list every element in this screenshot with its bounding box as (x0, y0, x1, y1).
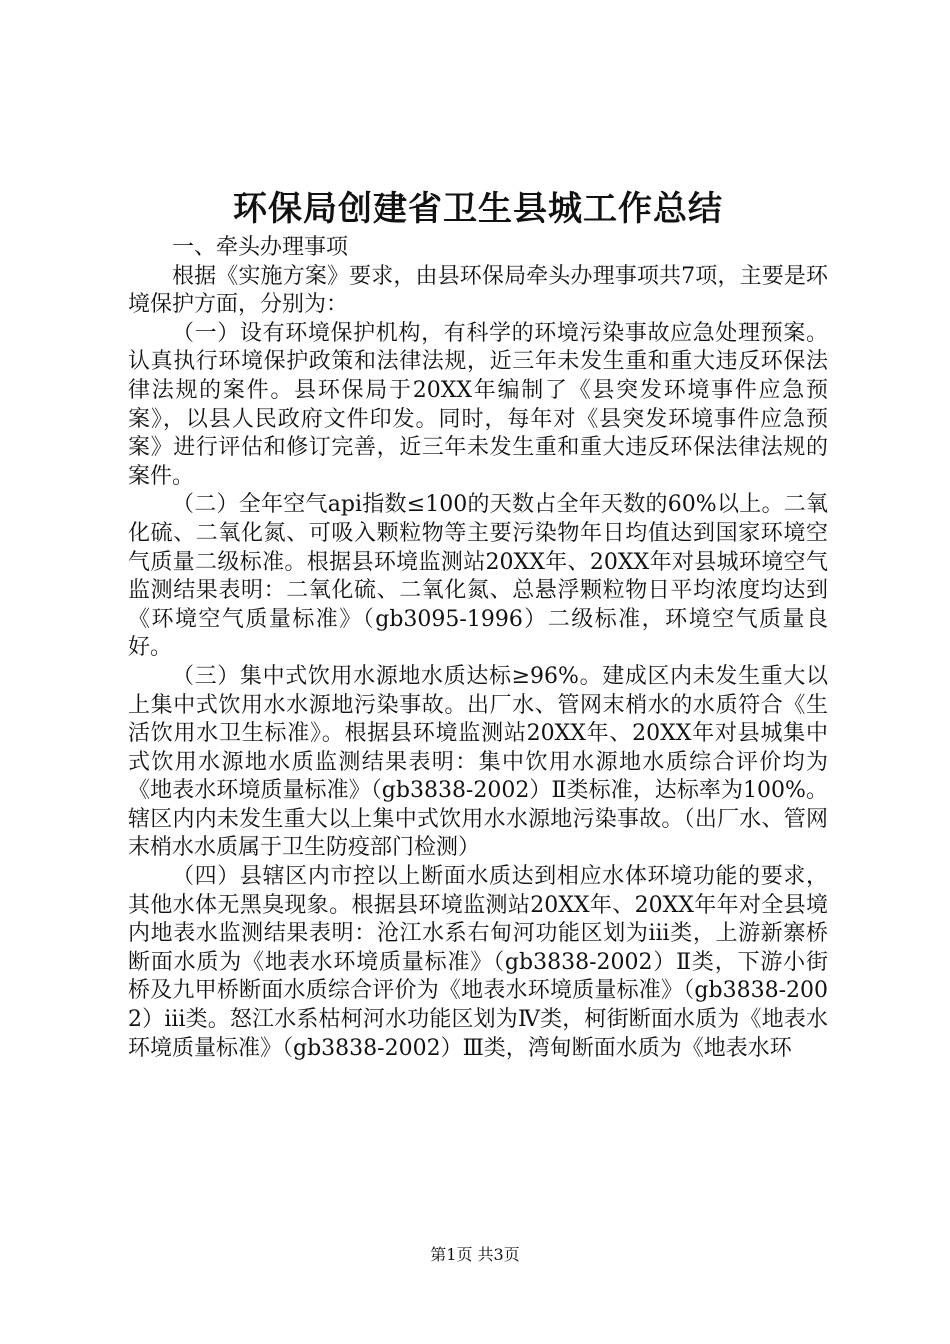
page-footer: 第1页 共3页 (430, 1245, 520, 1264)
paragraph-item-3: （三）集中式饮用水源地水质达标≥96%。建成区内未发生重大以上集中式饮用水水源地污染事故。出厂水、管网末梢水的水质符合《生活饮用水卫生标准》。根据县环境监测站20XX年、20XX年对县城集中式饮用水源地水质监测结果表明：集中饮用水源地水质综合评价均为《地表水环境质量标准》（gb3838-2002）Ⅱ类标准，达标率为100%。辖区内内未发生重大以上集中式饮用水水源地污染事故。（出厂水、管网末梢水水质属于卫生防疫部门检测） (128, 663, 828, 861)
paragraph-item-1: （一）设有环境保护机构，有科学的环境污染事故应急处理预案。认真执行环境保护政策和法律法规，近三年未发生重和重大违反环保法律法规的案件。县环保局于20XX年编制了《县突发环境事件应急预案》，以县人民政府文件印发。同时，每年对《县突发环境事件应急预案》进行评估和修订完善，近三年未发生重和重大违反环保法律法规的案件。 (128, 320, 828, 489)
paragraph-item-4: （四）县辖区内市控以上断面水质达到相应水体环境功能的要求，其他水体无黑臭现象。根据县环境监测站20XX年、20XX年年对全县境内地表水监测结果表明：沧江水系右甸河功能区划为iii类，上游新寨桥断面水质为《地表水环境质量标准》（gb3838-2002）Ⅱ类，下游小街桥及九甲桥断面水质综合评价为《地表水环境质量标准》（gb3838-2002）iii类。怒江水系枯柯河水功能区划为Ⅳ类，柯街断面水质为《地表水环境质量标准》（gb3838-2002）Ⅲ类，湾甸断面水质为《地表水环 (128, 864, 828, 1061)
document-title: 环保局创建省卫生县城工作总结 (233, 189, 723, 229)
paragraph-item-2: （二）全年空气api指数≤100的天数占全年天数的60%以上。二氧化硫、二氧化氮、可吸入颗粒物等主要污染物年日均值达到国家环境空气质量二级标准。根据县环境监测站20XX年、20XX年对县城环境空气监测结果表明：二氧化硫、二氧化氮、总悬浮颗粒物日平均浓度均达到《环境空气质量标准》（gb3095-1996）二级标准，环境空气质量良好。 (128, 492, 828, 661)
paragraph-intro: 根据《实施方案》要求，由县环保局牵头办理事项共7项，主要是环境保护方面，分别为： (128, 263, 828, 318)
document-body (128, 234, 828, 1063)
section-heading: 一、牵头办理事项 (172, 235, 349, 260)
